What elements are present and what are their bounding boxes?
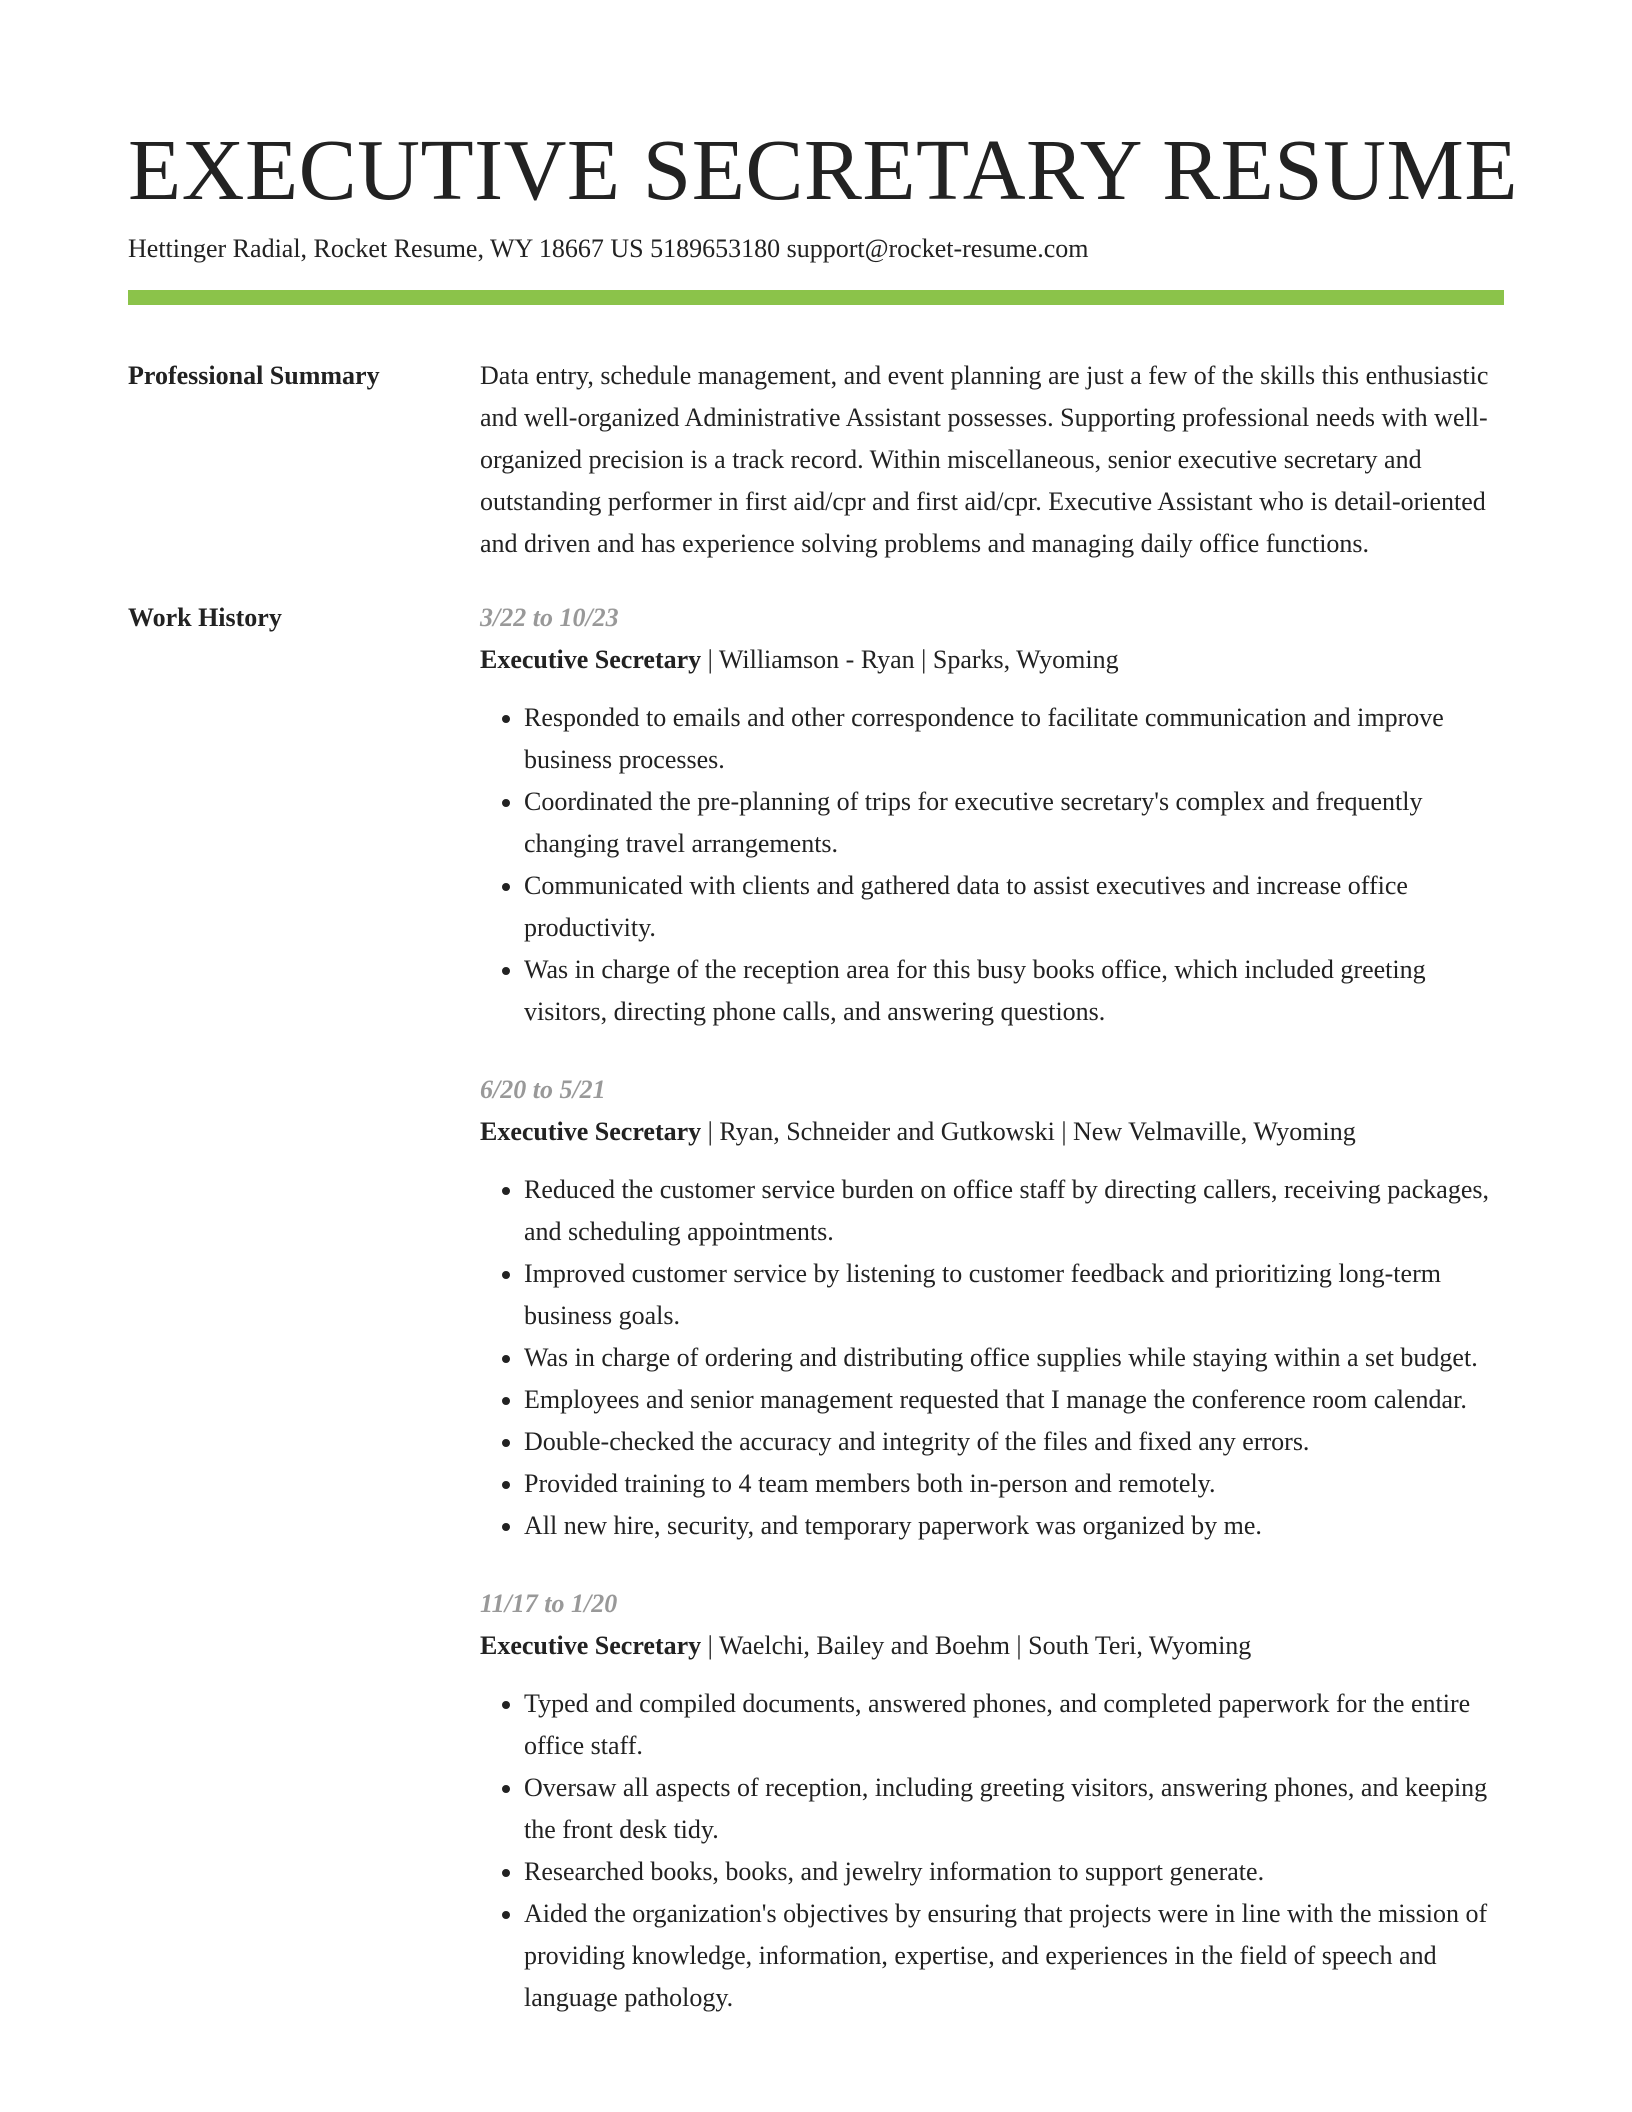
job-bullet: • Researched books, books, and jewelry information to support generate. <box>524 1851 1504 1893</box>
job-title: Executive Secretary <box>480 1631 702 1660</box>
resume-title: EXECUTIVE SECRETARY RESUME <box>128 121 1519 218</box>
job-header <box>480 639 1504 681</box>
contact-line: Hettinger Radial, Rocket Resume, WY 18667 US 5189653180 support@rocket-resume.com <box>128 234 1089 263</box>
job-bullet: • Coordinated the pre-planning of trips for executive secretary's complex and frequently changing travel arrangements. <box>524 781 1504 865</box>
job-bullet: • Reduced the customer service burden on office staff by directing callers, receiving packages, and scheduling appointments. <box>524 1169 1504 1253</box>
job-title: Executive Secretary <box>480 645 702 674</box>
job-bullet: • Typed and compiled documents, answered phones, and completed paperwork for the entire office staff. <box>524 1683 1504 1767</box>
section-label-work-history: Work History <box>128 603 282 632</box>
job-bullet: • Provided training to 4 team members both in-person and remotely. <box>524 1463 1504 1505</box>
job-bullet: • Oversaw all aspects of reception, including greeting visitors, answering phones, and keeping the front desk tidy. <box>524 1767 1504 1851</box>
job-bullet-list <box>480 1169 1504 1547</box>
job-title: Executive Secretary <box>480 1117 702 1146</box>
job-bullet-list <box>480 1683 1504 2019</box>
job-bullet: • Responded to emails and other correspondence to facilitate communication and improve business processes. <box>524 697 1504 781</box>
job-dates: 6/20 to 5/21 <box>480 1075 606 1104</box>
job-bullet: • Aided the organization's objectives by ensuring that projects were in line with the mission of providing knowledge, information, expertise, and experiences in the field of speech and language pathology. <box>524 1893 1504 2019</box>
job-bullet: • All new hire, security, and temporary paperwork was organized by me. <box>524 1505 1504 1547</box>
job-details: | Ryan, Schneider and Gutkowski | New Velmaville, Wyoming <box>701 1117 1356 1146</box>
summary-text: Data entry, schedule management, and event planning are just a few of the skills this enthusiastic and well-organized Administrative Assistant possesses. Supporting professional needs with well-organized precision is a track record. Within miscellaneous, senior executive secretary and outstanding performer in first aid/cpr and first aid/cpr. Executive Assistant who is detail-oriented and driven and has experience solving problems and managing daily office functions. <box>480 361 1489 558</box>
job-header <box>480 1625 1504 1667</box>
job-bullet: • Employees and senior management requested that I manage the conference room calendar. <box>524 1379 1504 1421</box>
job-entry <box>480 1583 1504 2019</box>
professional-summary-section <box>128 355 1504 565</box>
job-bullet: • Was in charge of ordering and distributing office supplies while staying within a set budget. <box>524 1337 1504 1379</box>
job-bullet: • Improved customer service by listening to customer feedback and prioritizing long-term business goals. <box>524 1253 1504 1337</box>
resume-page <box>128 0 1519 2055</box>
job-dates: 11/17 to 1/20 <box>480 1589 618 1618</box>
job-header <box>480 1111 1504 1153</box>
job-bullet: • Was in charge of the reception area for this busy books office, which included greeting visitors, directing phone calls, and answering questions. <box>524 949 1504 1033</box>
job-bullet: • Communicated with clients and gathered data to assist executives and increase office productivity. <box>524 865 1504 949</box>
job-entry <box>480 1069 1504 1547</box>
job-entry <box>480 597 1504 1033</box>
job-details: | Waelchi, Bailey and Boehm | South Teri, Wyoming <box>701 1631 1252 1660</box>
work-history-section <box>128 597 1504 2055</box>
job-details: | Williamson - Ryan | Sparks, Wyoming <box>701 645 1119 674</box>
job-bullet-list <box>480 697 1504 1033</box>
job-bullet: • Double-checked the accuracy and integrity of the files and fixed any errors. <box>524 1421 1504 1463</box>
accent-divider <box>128 290 1504 305</box>
work-history-list <box>480 597 1504 2055</box>
section-label-summary: Professional Summary <box>128 361 380 390</box>
job-dates: 3/22 to 10/23 <box>480 603 619 632</box>
